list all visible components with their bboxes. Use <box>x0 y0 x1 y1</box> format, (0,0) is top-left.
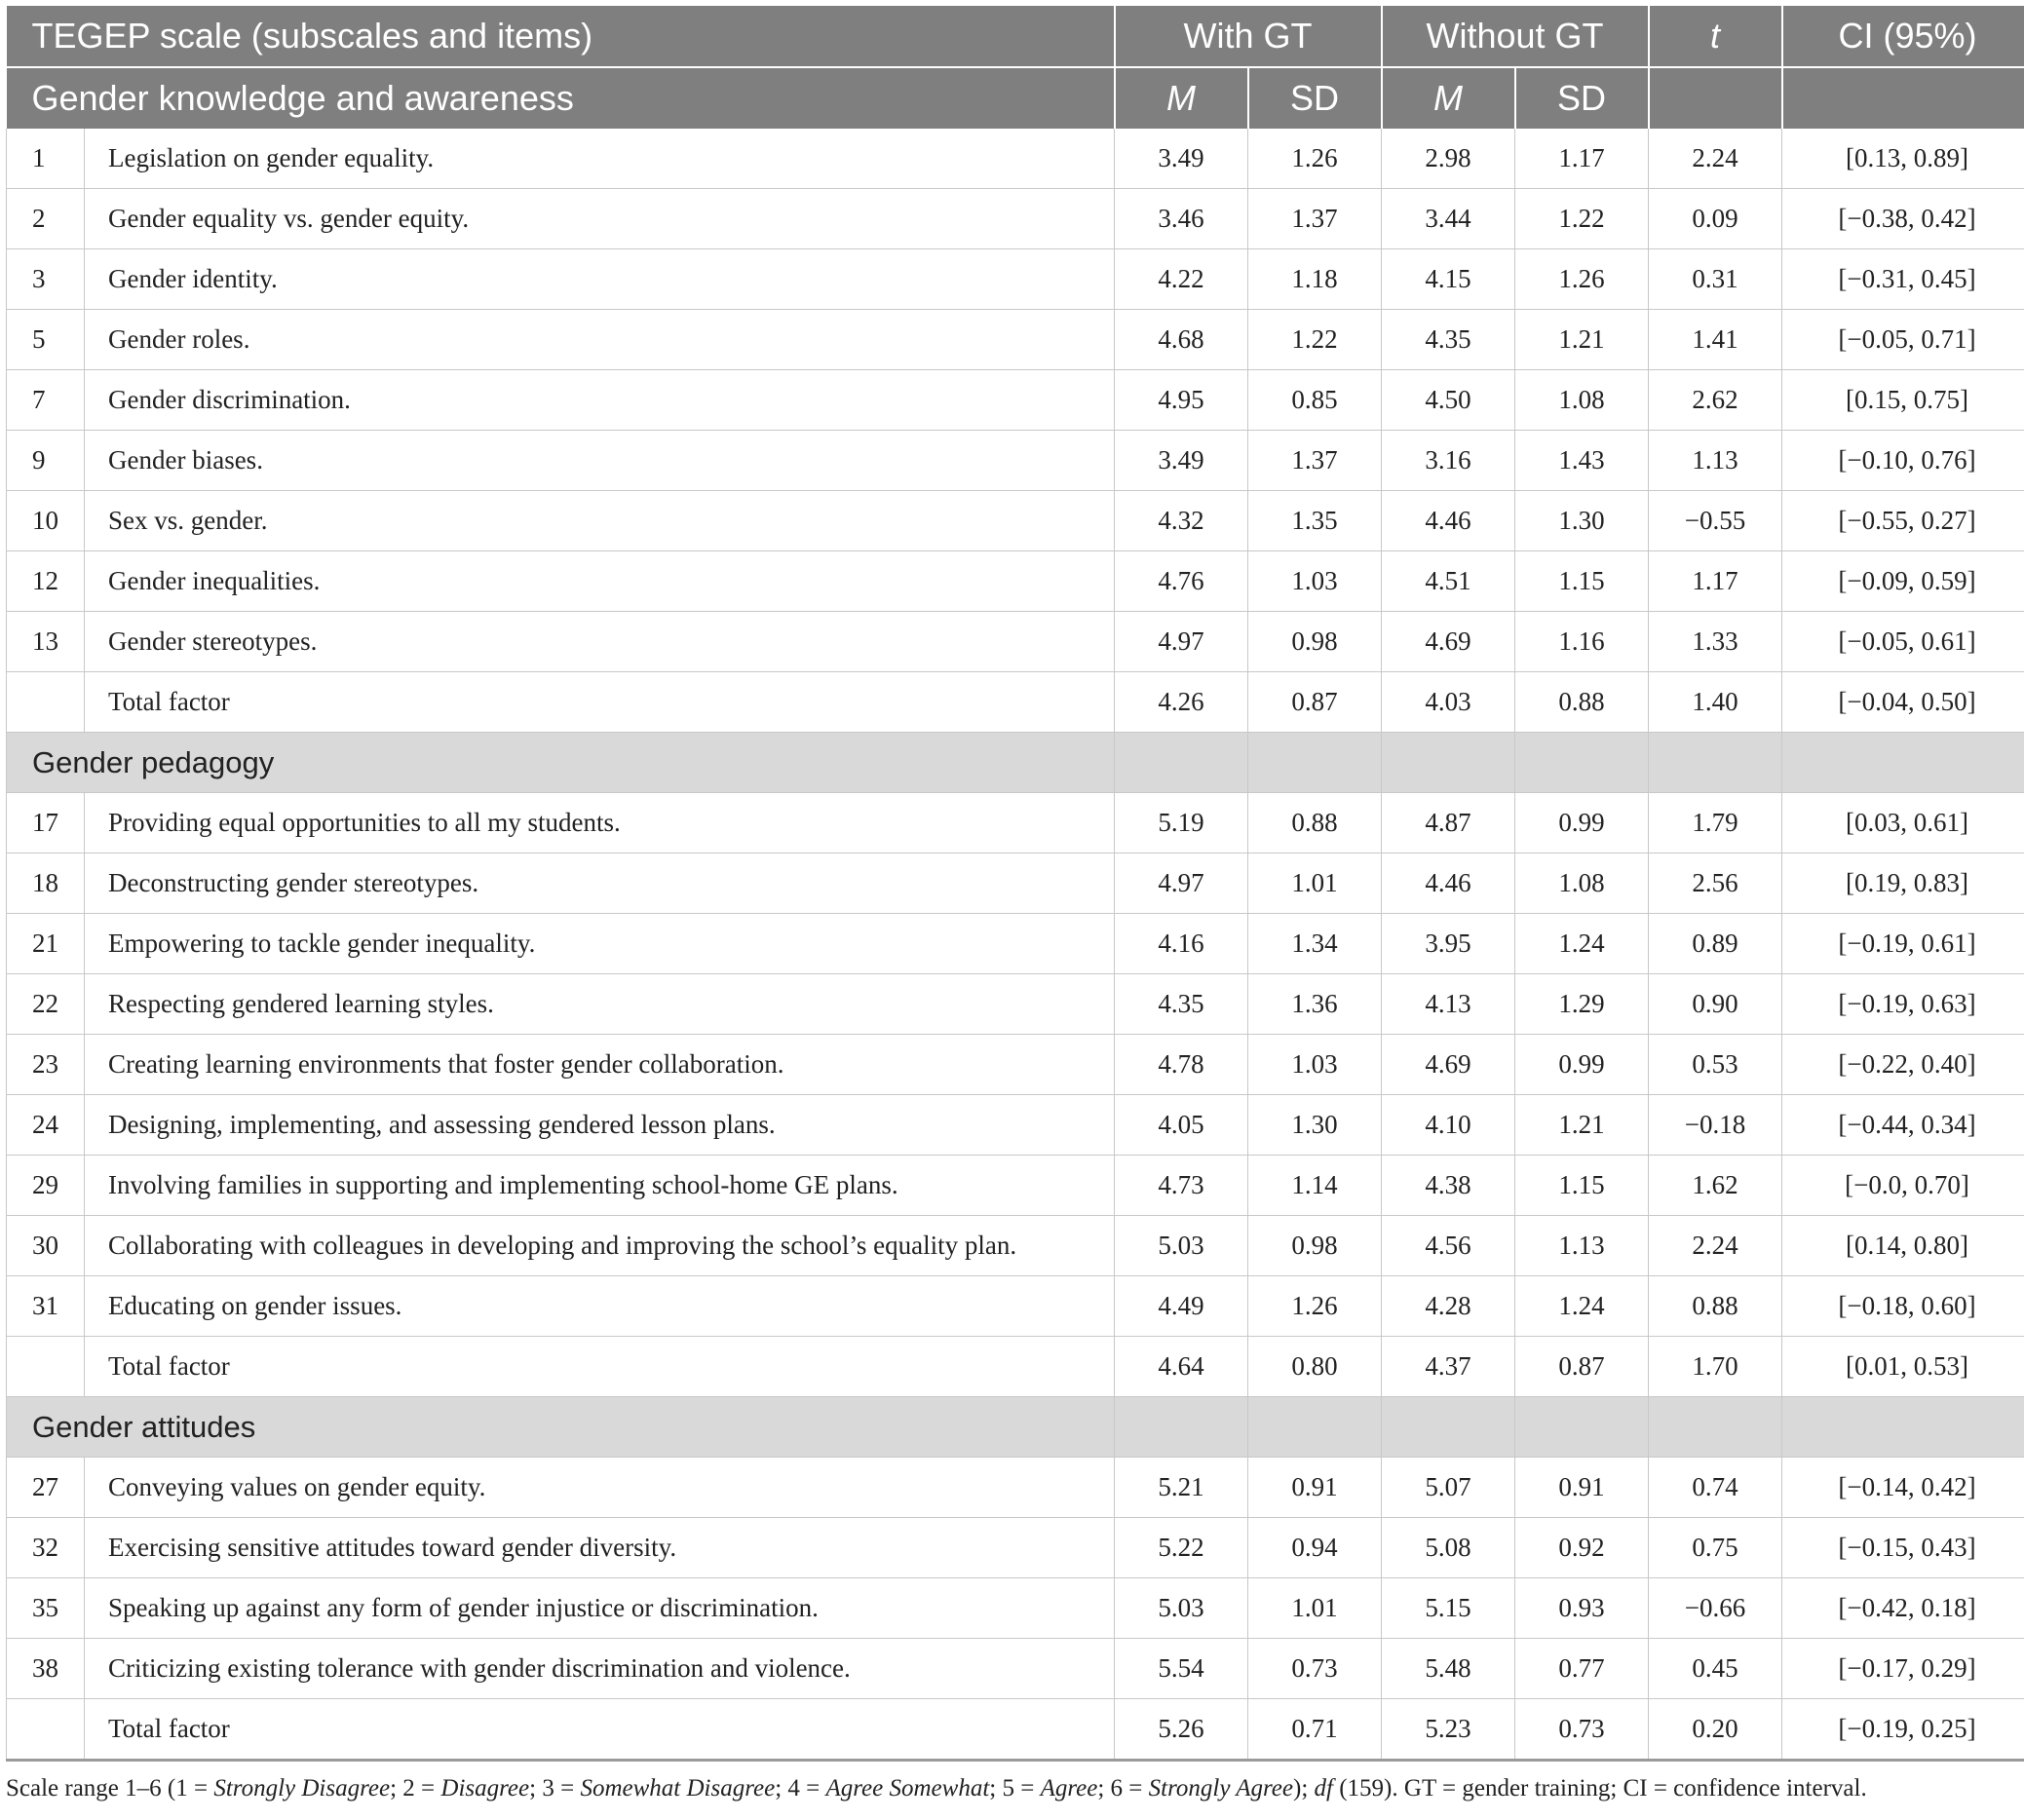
description-cell: Speaking up against any form of gender injustice or discrimination. <box>85 1578 1115 1639</box>
with-gt-mean-cell: 3.46 <box>1115 189 1248 249</box>
without-gt-mean-cell: 3.44 <box>1382 189 1515 249</box>
t-value-cell: 0.89 <box>1649 914 1782 974</box>
section-blank-cell <box>1515 733 1649 793</box>
table-row <box>7 310 2024 370</box>
item-cell: 27 <box>7 1458 85 1518</box>
item-cell: 38 <box>7 1639 85 1699</box>
section-title: Gender pedagogy <box>7 733 1115 793</box>
table-row <box>7 1035 2024 1095</box>
header-with-sd: SD <box>1248 67 1382 129</box>
header-t: t <box>1649 6 1782 67</box>
t-value-cell: −0.18 <box>1649 1095 1782 1156</box>
ci-cell: [−0.19, 0.63] <box>1782 974 2024 1035</box>
with-gt-sd-cell: 0.85 <box>1248 370 1382 431</box>
with-gt-mean-cell: 4.05 <box>1115 1095 1248 1156</box>
without-gt-mean-cell: 4.50 <box>1382 370 1515 431</box>
description-cell: Educating on gender issues. <box>85 1276 1115 1337</box>
footnote-text: ; 4 = <box>775 1775 826 1801</box>
item-cell: 24 <box>7 1095 85 1156</box>
description-cell: Gender identity. <box>85 249 1115 310</box>
ci-cell: [0.03, 0.61] <box>1782 793 2024 853</box>
item-cell: 13 <box>7 612 85 672</box>
description-cell: Involving families in supporting and implementing school-home GE plans. <box>85 1156 1115 1216</box>
with-gt-mean-cell: 4.76 <box>1115 551 1248 612</box>
ci-cell: [−0.19, 0.61] <box>1782 914 2024 974</box>
footnote-label: Somewhat Disagree <box>580 1775 776 1801</box>
with-gt-sd-cell: 0.71 <box>1248 1699 1382 1761</box>
item-cell: 31 <box>7 1276 85 1337</box>
item-cell <box>7 1337 85 1397</box>
with-gt-sd-cell: 1.36 <box>1248 974 1382 1035</box>
with-gt-mean-cell: 4.78 <box>1115 1035 1248 1095</box>
with-gt-sd-cell: 1.30 <box>1248 1095 1382 1156</box>
section-blank-cell <box>1515 1397 1649 1458</box>
with-gt-mean-cell: 5.26 <box>1115 1699 1248 1761</box>
description-cell: Providing equal opportunities to all my students. <box>85 793 1115 853</box>
table-row <box>7 1518 2024 1578</box>
table-row <box>7 672 2024 733</box>
header-without-m: M <box>1382 67 1515 129</box>
t-value-cell: 0.75 <box>1649 1518 1782 1578</box>
with-gt-mean-cell: 4.97 <box>1115 612 1248 672</box>
t-value-cell: 1.33 <box>1649 612 1782 672</box>
t-value-cell: 1.17 <box>1649 551 1782 612</box>
without-gt-mean-cell: 4.38 <box>1382 1156 1515 1216</box>
ci-cell: [0.19, 0.83] <box>1782 853 2024 914</box>
description-cell: Gender roles. <box>85 310 1115 370</box>
without-gt-mean-cell: 4.69 <box>1382 1035 1515 1095</box>
ci-cell: [0.14, 0.80] <box>1782 1216 2024 1276</box>
with-gt-sd-cell: 1.18 <box>1248 249 1382 310</box>
with-gt-sd-cell: 1.35 <box>1248 491 1382 551</box>
section-blank-cell <box>1115 1397 1248 1458</box>
table-row <box>7 853 2024 914</box>
with-gt-sd-cell: 0.73 <box>1248 1639 1382 1699</box>
without-gt-mean-cell: 4.28 <box>1382 1276 1515 1337</box>
without-gt-sd-cell: 1.15 <box>1515 551 1649 612</box>
description-cell: Criticizing existing tolerance with gender discrimination and violence. <box>85 1639 1115 1699</box>
without-gt-mean-cell: 5.07 <box>1382 1458 1515 1518</box>
description-cell: Designing, implementing, and assessing gendered lesson plans. <box>85 1095 1115 1156</box>
header-ci: CI (95%) <box>1782 6 2024 67</box>
description-cell: Gender stereotypes. <box>85 612 1115 672</box>
footnote-label: Disagree <box>440 1775 530 1801</box>
ci-cell: [−0.10, 0.76] <box>1782 431 2024 491</box>
item-cell: 29 <box>7 1156 85 1216</box>
with-gt-sd-cell: 0.88 <box>1248 793 1382 853</box>
description-cell: Conveying values on gender equity. <box>85 1458 1115 1518</box>
without-gt-sd-cell: 1.08 <box>1515 853 1649 914</box>
without-gt-mean-cell: 5.23 <box>1382 1699 1515 1761</box>
with-gt-sd-cell: 0.91 <box>1248 1458 1382 1518</box>
with-gt-mean-cell: 4.64 <box>1115 1337 1248 1397</box>
section-blank-cell <box>1248 733 1382 793</box>
ci-cell: [−0.14, 0.42] <box>1782 1458 2024 1518</box>
without-gt-mean-cell: 4.87 <box>1382 793 1515 853</box>
results-table-container <box>6 6 2021 1802</box>
without-gt-mean-cell: 3.95 <box>1382 914 1515 974</box>
table-row <box>7 974 2024 1035</box>
ci-cell: [−0.22, 0.40] <box>1782 1035 2024 1095</box>
description-cell: Empowering to tackle gender inequality. <box>85 914 1115 974</box>
without-gt-sd-cell: 1.43 <box>1515 431 1649 491</box>
description-cell: Respecting gendered learning styles. <box>85 974 1115 1035</box>
item-cell: 23 <box>7 1035 85 1095</box>
table-row <box>7 1276 2024 1337</box>
t-value-cell: 1.41 <box>1649 310 1782 370</box>
without-gt-sd-cell: 0.92 <box>1515 1518 1649 1578</box>
without-gt-mean-cell: 4.03 <box>1382 672 1515 733</box>
without-gt-mean-cell: 4.46 <box>1382 853 1515 914</box>
t-value-cell: 2.24 <box>1649 129 1782 189</box>
t-value-cell: 2.56 <box>1649 853 1782 914</box>
with-gt-sd-cell: 0.94 <box>1248 1518 1382 1578</box>
table-row <box>7 1578 2024 1639</box>
without-gt-sd-cell: 1.22 <box>1515 189 1649 249</box>
with-gt-mean-cell: 5.21 <box>1115 1458 1248 1518</box>
without-gt-sd-cell: 0.93 <box>1515 1578 1649 1639</box>
without-gt-sd-cell: 0.73 <box>1515 1699 1649 1761</box>
item-cell: 10 <box>7 491 85 551</box>
without-gt-sd-cell: 1.29 <box>1515 974 1649 1035</box>
without-gt-sd-cell: 1.21 <box>1515 1095 1649 1156</box>
without-gt-mean-cell: 4.51 <box>1382 551 1515 612</box>
header-scale: TEGEP scale (subscales and items) <box>7 6 1115 67</box>
ci-cell: [−0.0, 0.70] <box>1782 1156 2024 1216</box>
with-gt-mean-cell: 3.49 <box>1115 431 1248 491</box>
table-row <box>7 1639 2024 1699</box>
description-cell: Gender biases. <box>85 431 1115 491</box>
without-gt-mean-cell: 4.46 <box>1382 491 1515 551</box>
header-without-sd: SD <box>1515 67 1649 129</box>
footnote-text: (159). GT = gender training; CI = confidence interval. <box>1332 1775 1867 1801</box>
with-gt-mean-cell: 4.73 <box>1115 1156 1248 1216</box>
with-gt-mean-cell: 4.49 <box>1115 1276 1248 1337</box>
table-row <box>7 431 2024 491</box>
section-blank-cell <box>1382 1397 1515 1458</box>
footnote-text: ; 3 = <box>529 1775 581 1801</box>
ci-cell: [−0.38, 0.42] <box>1782 189 2024 249</box>
header-with-gt: With GT <box>1115 6 1382 67</box>
table-row <box>7 1156 2024 1216</box>
ci-cell: [−0.05, 0.61] <box>1782 612 2024 672</box>
footnote-label: Agree <box>1040 1775 1098 1801</box>
without-gt-sd-cell: 1.24 <box>1515 914 1649 974</box>
with-gt-mean-cell: 5.54 <box>1115 1639 1248 1699</box>
ci-cell: [−0.42, 0.18] <box>1782 1578 2024 1639</box>
table-row <box>7 1699 2024 1761</box>
description-cell: Total factor <box>85 672 1115 733</box>
table-row <box>7 129 2024 189</box>
without-gt-sd-cell: 1.21 <box>1515 310 1649 370</box>
without-gt-mean-cell: 5.48 <box>1382 1639 1515 1699</box>
ci-cell: [0.01, 0.53] <box>1782 1337 2024 1397</box>
t-value-cell: 1.79 <box>1649 793 1782 853</box>
item-cell: 32 <box>7 1518 85 1578</box>
with-gt-mean-cell: 4.22 <box>1115 249 1248 310</box>
ci-cell: [−0.09, 0.59] <box>1782 551 2024 612</box>
footnote-text: Scale range 1–6 (1 = <box>6 1775 214 1801</box>
header-row-1 <box>7 6 2024 67</box>
ci-cell: [−0.44, 0.34] <box>1782 1095 2024 1156</box>
with-gt-mean-cell: 3.49 <box>1115 129 1248 189</box>
footnote-text: ); <box>1293 1775 1315 1801</box>
description-cell: Deconstructing gender stereotypes. <box>85 853 1115 914</box>
without-gt-sd-cell: 0.91 <box>1515 1458 1649 1518</box>
with-gt-sd-cell: 1.37 <box>1248 431 1382 491</box>
ci-cell: [−0.17, 0.29] <box>1782 1639 2024 1699</box>
t-value-cell: 0.74 <box>1649 1458 1782 1518</box>
tegep-results-table <box>6 6 2024 1762</box>
with-gt-sd-cell: 0.80 <box>1248 1337 1382 1397</box>
table-row <box>7 551 2024 612</box>
table-row <box>7 612 2024 672</box>
item-cell: 35 <box>7 1578 85 1639</box>
without-gt-mean-cell: 4.37 <box>1382 1337 1515 1397</box>
description-cell: Sex vs. gender. <box>85 491 1115 551</box>
table-row <box>7 189 2024 249</box>
with-gt-sd-cell: 1.26 <box>1248 129 1382 189</box>
ci-cell: [−0.31, 0.45] <box>1782 249 2024 310</box>
without-gt-sd-cell: 1.13 <box>1515 1216 1649 1276</box>
t-value-cell: 0.20 <box>1649 1699 1782 1761</box>
t-value-cell: 1.40 <box>1649 672 1782 733</box>
item-cell: 21 <box>7 914 85 974</box>
footnote-text: ; 2 = <box>390 1775 441 1801</box>
table-row <box>7 370 2024 431</box>
without-gt-sd-cell: 1.26 <box>1515 249 1649 310</box>
ci-cell: [−0.05, 0.71] <box>1782 310 2024 370</box>
with-gt-mean-cell: 4.35 <box>1115 974 1248 1035</box>
without-gt-sd-cell: 0.77 <box>1515 1639 1649 1699</box>
with-gt-sd-cell: 1.03 <box>1248 551 1382 612</box>
with-gt-sd-cell: 1.37 <box>1248 189 1382 249</box>
table-row <box>7 1095 2024 1156</box>
section-blank-cell <box>1649 733 1782 793</box>
ci-cell: [0.13, 0.89] <box>1782 129 2024 189</box>
ci-cell: [−0.19, 0.25] <box>1782 1699 2024 1761</box>
section-header-row <box>7 733 2024 793</box>
with-gt-sd-cell: 1.26 <box>1248 1276 1382 1337</box>
t-value-cell: 0.09 <box>1649 189 1782 249</box>
t-value-cell: −0.66 <box>1649 1578 1782 1639</box>
description-cell: Gender equality vs. gender equity. <box>85 189 1115 249</box>
footnote-text: ; 5 = <box>989 1775 1041 1801</box>
t-value-cell: 0.45 <box>1649 1639 1782 1699</box>
table-row <box>7 914 2024 974</box>
with-gt-mean-cell: 5.03 <box>1115 1578 1248 1639</box>
with-gt-sd-cell: 1.03 <box>1248 1035 1382 1095</box>
table-row <box>7 491 2024 551</box>
section-blank-cell <box>1782 733 2024 793</box>
item-cell: 5 <box>7 310 85 370</box>
without-gt-sd-cell: 0.87 <box>1515 1337 1649 1397</box>
with-gt-sd-cell: 1.01 <box>1248 853 1382 914</box>
header-ci-blank <box>1782 67 2024 129</box>
ci-cell: [−0.04, 0.50] <box>1782 672 2024 733</box>
section-blank-cell <box>1115 733 1248 793</box>
with-gt-mean-cell: 4.97 <box>1115 853 1248 914</box>
section-blank-cell <box>1382 733 1515 793</box>
t-value-cell: 0.88 <box>1649 1276 1782 1337</box>
section-blank-cell <box>1248 1397 1382 1458</box>
with-gt-mean-cell: 5.19 <box>1115 793 1248 853</box>
with-gt-mean-cell: 5.03 <box>1115 1216 1248 1276</box>
item-cell: 2 <box>7 189 85 249</box>
t-value-cell: 0.31 <box>1649 249 1782 310</box>
without-gt-sd-cell: 1.15 <box>1515 1156 1649 1216</box>
with-gt-sd-cell: 1.01 <box>1248 1578 1382 1639</box>
description-cell: Total factor <box>85 1699 1115 1761</box>
without-gt-mean-cell: 2.98 <box>1382 129 1515 189</box>
header-without-gt: Without GT <box>1382 6 1649 67</box>
table-row <box>7 1337 2024 1397</box>
without-gt-mean-cell: 4.13 <box>1382 974 1515 1035</box>
section-blank-cell <box>1649 1397 1782 1458</box>
with-gt-sd-cell: 1.34 <box>1248 914 1382 974</box>
item-cell: 9 <box>7 431 85 491</box>
without-gt-mean-cell: 4.69 <box>1382 612 1515 672</box>
footnote-label: Strongly Disagree <box>213 1775 391 1801</box>
table-body <box>7 129 2024 1761</box>
item-cell: 12 <box>7 551 85 612</box>
without-gt-sd-cell: 1.24 <box>1515 1276 1649 1337</box>
item-cell: 17 <box>7 793 85 853</box>
item-cell: 7 <box>7 370 85 431</box>
t-value-cell: −0.55 <box>1649 491 1782 551</box>
section-blank-cell <box>1782 1397 2024 1458</box>
t-value-cell: 1.13 <box>1649 431 1782 491</box>
section-title: Gender knowledge and awareness <box>7 67 1115 129</box>
item-cell: 30 <box>7 1216 85 1276</box>
with-gt-mean-cell: 4.32 <box>1115 491 1248 551</box>
header-t-blank <box>1649 67 1782 129</box>
ci-cell: [−0.18, 0.60] <box>1782 1276 2024 1337</box>
item-cell: 3 <box>7 249 85 310</box>
without-gt-sd-cell: 0.99 <box>1515 1035 1649 1095</box>
table-row <box>7 249 2024 310</box>
ci-cell: [−0.15, 0.43] <box>1782 1518 2024 1578</box>
without-gt-mean-cell: 4.15 <box>1382 249 1515 310</box>
description-cell: Exercising sensitive attitudes toward gender diversity. <box>85 1518 1115 1578</box>
without-gt-mean-cell: 5.15 <box>1382 1578 1515 1639</box>
t-value-cell: 2.24 <box>1649 1216 1782 1276</box>
with-gt-sd-cell: 0.98 <box>1248 1216 1382 1276</box>
t-value-cell: 0.53 <box>1649 1035 1782 1095</box>
table-row <box>7 1216 2024 1276</box>
description-cell: Creating learning environments that foster gender collaboration. <box>85 1035 1115 1095</box>
description-cell: Collaborating with colleagues in developing and improving the school’s equality plan. <box>85 1216 1115 1276</box>
without-gt-sd-cell: 1.30 <box>1515 491 1649 551</box>
description-cell: Legislation on gender equality. <box>85 129 1115 189</box>
without-gt-sd-cell: 1.17 <box>1515 129 1649 189</box>
with-gt-mean-cell: 4.16 <box>1115 914 1248 974</box>
item-cell: 18 <box>7 853 85 914</box>
without-gt-sd-cell: 1.16 <box>1515 612 1649 672</box>
with-gt-mean-cell: 5.22 <box>1115 1518 1248 1578</box>
footnote-df: df <box>1314 1775 1333 1801</box>
header-row-2 <box>7 67 2024 129</box>
t-value-cell: 1.62 <box>1649 1156 1782 1216</box>
without-gt-sd-cell: 0.88 <box>1515 672 1649 733</box>
header-with-m: M <box>1115 67 1248 129</box>
item-cell <box>7 1699 85 1761</box>
ci-cell: [−0.55, 0.27] <box>1782 491 2024 551</box>
description-cell: Gender discrimination. <box>85 370 1115 431</box>
table-footnote <box>6 1775 2021 1802</box>
footnote-label: Agree Somewhat <box>825 1775 990 1801</box>
t-value-cell: 2.62 <box>1649 370 1782 431</box>
with-gt-sd-cell: 0.98 <box>1248 612 1382 672</box>
section-title: Gender attitudes <box>7 1397 1115 1458</box>
table-row <box>7 793 2024 853</box>
item-cell: 1 <box>7 129 85 189</box>
footnote-label: Strongly Agree <box>1148 1775 1293 1801</box>
item-cell <box>7 672 85 733</box>
footnote-text: ; 6 = <box>1097 1775 1149 1801</box>
t-value-cell: 1.70 <box>1649 1337 1782 1397</box>
without-gt-mean-cell: 3.16 <box>1382 431 1515 491</box>
section-header-row <box>7 1397 2024 1458</box>
without-gt-sd-cell: 0.99 <box>1515 793 1649 853</box>
description-cell: Total factor <box>85 1337 1115 1397</box>
description-cell: Gender inequalities. <box>85 551 1115 612</box>
without-gt-sd-cell: 1.08 <box>1515 370 1649 431</box>
ci-cell: [0.15, 0.75] <box>1782 370 2024 431</box>
with-gt-sd-cell: 1.14 <box>1248 1156 1382 1216</box>
with-gt-sd-cell: 0.87 <box>1248 672 1382 733</box>
with-gt-mean-cell: 4.95 <box>1115 370 1248 431</box>
without-gt-mean-cell: 4.56 <box>1382 1216 1515 1276</box>
with-gt-mean-cell: 4.26 <box>1115 672 1248 733</box>
table-row <box>7 1458 2024 1518</box>
without-gt-mean-cell: 5.08 <box>1382 1518 1515 1578</box>
with-gt-sd-cell: 1.22 <box>1248 310 1382 370</box>
without-gt-mean-cell: 4.10 <box>1382 1095 1515 1156</box>
with-gt-mean-cell: 4.68 <box>1115 310 1248 370</box>
t-value-cell: 0.90 <box>1649 974 1782 1035</box>
without-gt-mean-cell: 4.35 <box>1382 310 1515 370</box>
item-cell: 22 <box>7 974 85 1035</box>
